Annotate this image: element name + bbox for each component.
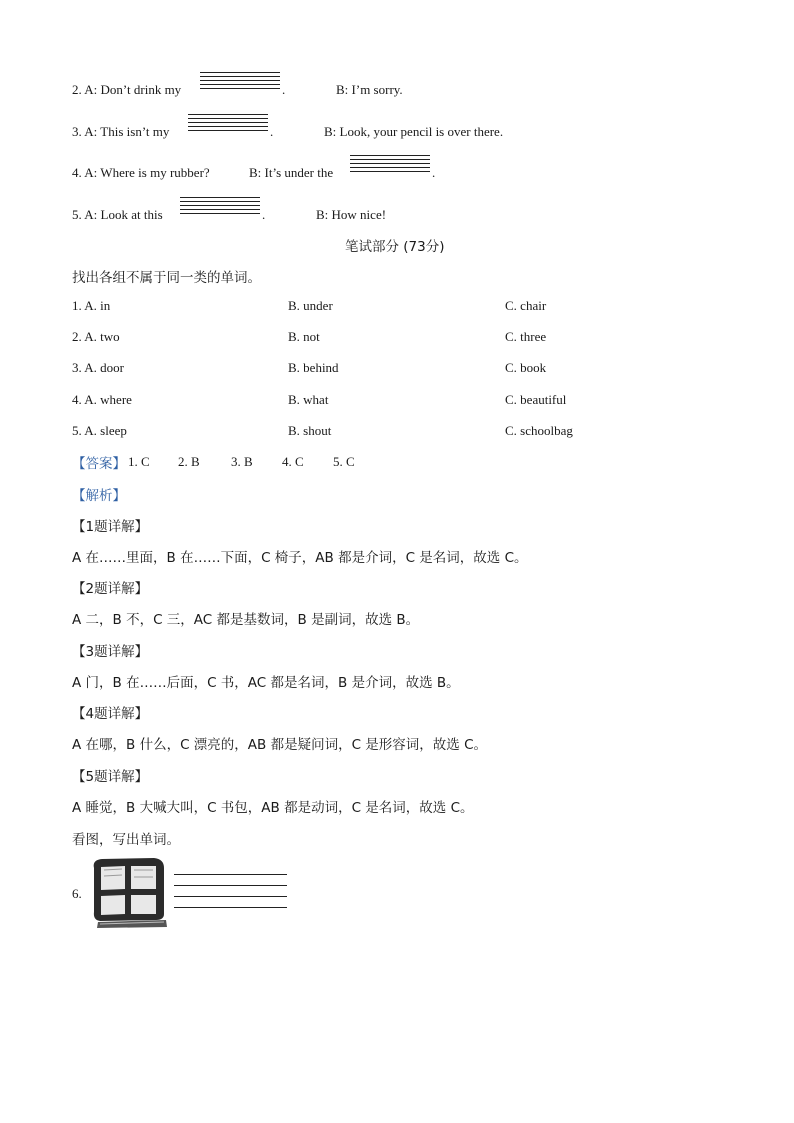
detail-4-text: A 在哪，B 什么，C 漂亮的，AB 都是疑问词，C 是形容词，故选 C。: [72, 737, 488, 753]
choice-4-c: C. beautiful: [505, 392, 567, 407]
detail-1-heading: 【1题详解】: [72, 519, 149, 535]
choice-5-a: 5. A. sleep: [72, 423, 127, 438]
detail-2-heading: 【2题详解】: [72, 581, 149, 597]
listening-q2-dot: .: [282, 82, 286, 97]
choice-2-b: B. not: [288, 329, 320, 344]
choice-3-c: C. book: [505, 360, 547, 375]
listening-q5-dot: .: [262, 207, 266, 222]
detail-1-text: A 在……里面，B 在……下面，C 椅子，AB 都是介词，C 是名词，故选 C。: [72, 550, 528, 566]
answer-2: 2. B: [178, 454, 200, 469]
choice-4-b: B. what: [288, 392, 329, 407]
window-icon: [88, 856, 168, 928]
answer-blank[interactable]: [350, 155, 430, 175]
detail-2-text: A 二，B 不，C 三，AC 都是基数词，B 是副词，故选 B。: [72, 612, 420, 628]
instruction-odd-one-out: 找出各组不属于同一类的单词。: [72, 270, 261, 286]
q6-number: 6.: [72, 886, 82, 901]
listening-q3-b: B: Look, your pencil is over there.: [324, 124, 504, 139]
analysis-tag: 【解析】: [72, 488, 126, 504]
answer-5: 5. C: [333, 454, 355, 469]
answer-4: 4. C: [282, 454, 304, 469]
choice-1-b: B. under: [288, 298, 333, 313]
listening-q5-b: B: How nice!: [316, 207, 387, 222]
answer-blank[interactable]: [188, 114, 268, 134]
detail-4-heading: 【4题详解】: [72, 706, 149, 722]
choice-4-a: 4. A. where: [72, 392, 132, 407]
answer-1: 1. C: [128, 454, 150, 469]
choice-1-a: 1. A. in: [72, 298, 111, 313]
answer-tag: 【答案】: [72, 456, 126, 472]
listening-q2-a: 2. A: Don’t drink my: [72, 82, 182, 97]
answer-blank[interactable]: [180, 197, 260, 217]
detail-3-text: A 门，B 在……后面，C 书，AC 都是名词，B 是介词，故选 B。: [72, 675, 460, 691]
section-title: 笔试部分 (73分): [345, 239, 445, 255]
detail-5-heading: 【5题详解】: [72, 769, 149, 785]
choice-3-b: B. behind: [288, 360, 339, 375]
listening-q2-b: B: I’m sorry.: [336, 82, 403, 97]
listening-q4-a: 4. A: Where is my rubber?: [72, 165, 210, 180]
answer-blank[interactable]: [200, 72, 280, 92]
choice-1-c: C. chair: [505, 298, 547, 313]
choice-5-b: B. shout: [288, 423, 332, 438]
q6-answer-blank[interactable]: [174, 874, 287, 911]
choice-5-c: C. schoolbag: [505, 423, 573, 438]
listening-q4-dot: .: [432, 165, 436, 180]
detail-3-heading: 【3题详解】: [72, 644, 149, 660]
detail-5-text: A 睡觉，B 大喊大叫，C 书包，AB 都是动词，C 是名词，故选 C。: [72, 800, 474, 816]
listening-q3-dot: .: [270, 124, 274, 139]
listening-q4-mid: B: It’s under the: [249, 165, 334, 180]
choice-2-c: C. three: [505, 329, 547, 344]
choice-3-a: 3. A. door: [72, 360, 124, 375]
listening-q5-a: 5. A: Look at this: [72, 207, 163, 222]
instruction-look-and-write: 看图，写出单词。: [72, 832, 180, 848]
listening-q3-a: 3. A: This isn’t my: [72, 124, 170, 139]
answer-3: 3. B: [231, 454, 253, 469]
choice-2-a: 2. A. two: [72, 329, 120, 344]
